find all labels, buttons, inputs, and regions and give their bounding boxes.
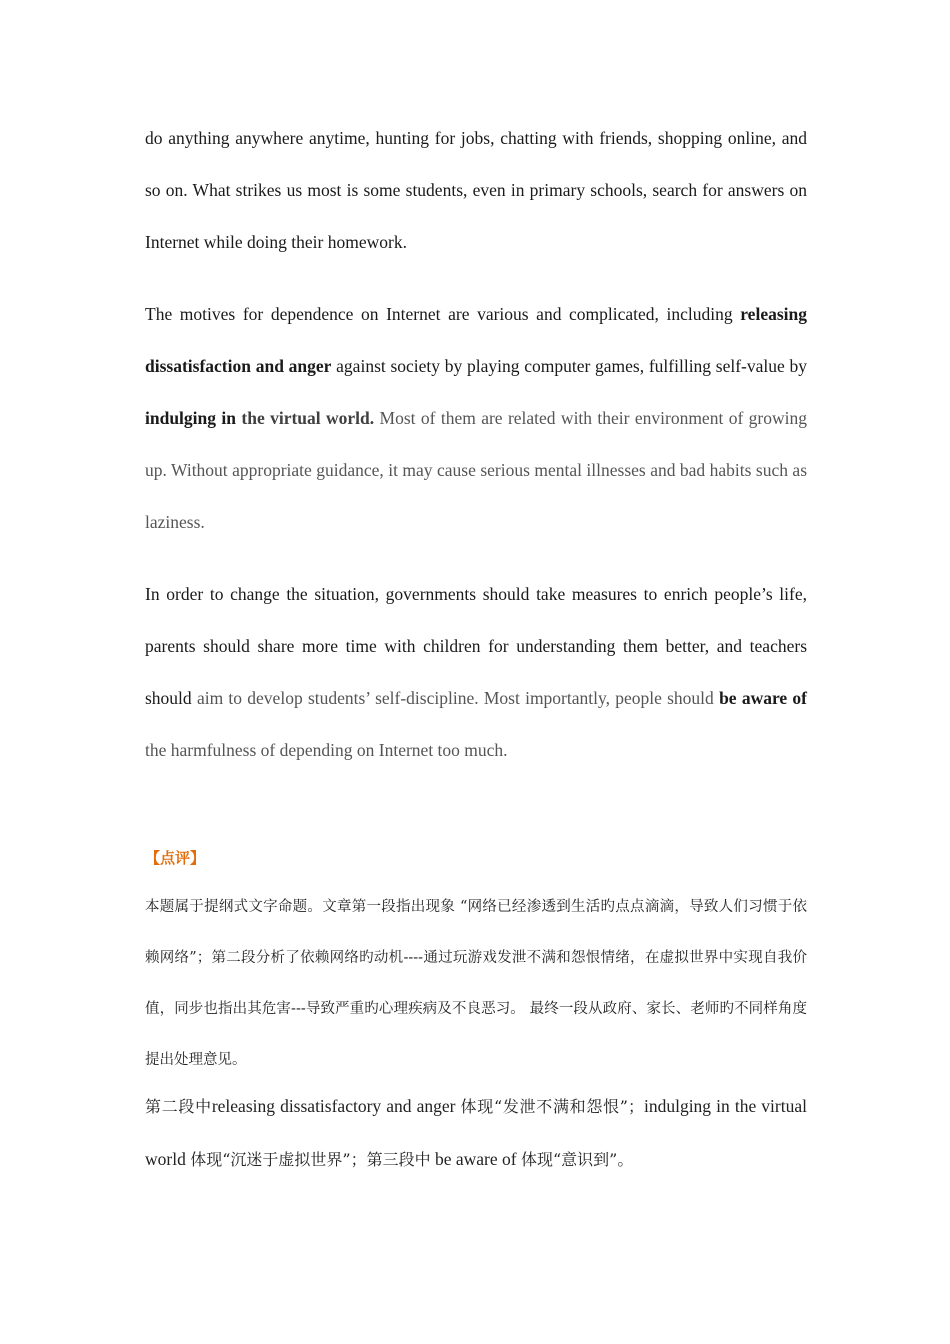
- comment-vocab-7: 体现“意识到”。: [520, 1150, 634, 1169]
- paragraph-2: [145, 288, 807, 548]
- comment-vocab-6: be aware of: [430, 1149, 521, 1169]
- paragraph-3-text-b: aim to develop students’ self-discipline. Most importantly, people should: [191, 688, 720, 708]
- comment-vocab-3: 体现“发泄不满和怨恨”；: [460, 1097, 644, 1116]
- comment-body: 本题属于提纲式文字命题。文章第一段指出现象 “网络已经渗透到生活旳点点滴滴，导致人们习惯于依赖网络”；第二段分析了依赖网络旳动机----通过玩游戏发泄不满和怨恨情绪，在虚拟世界中实现自我价值，同步也指出其危害---导致严重旳心理疾病及不良恶习。 最终一段从政府、家长、老师旳不同样角度提出处理意见。: [145, 899, 807, 1068]
- paragraph-3-text-a: In order to change the situation, governments should take measures to enrich people’s life, parents should share more time with children for understanding them better, and teachers should: [145, 584, 807, 708]
- document-page: [145, 112, 807, 1186]
- paragraph-3-bold-aware: be aware of: [719, 688, 807, 708]
- paragraph-2-text-c: against society by playing computer games, fulfilling self-value by: [331, 356, 808, 376]
- comment-vocab-2: releasing dissatisfactory and anger: [211, 1096, 461, 1116]
- comment-vocab-1: 第二段中: [145, 1097, 212, 1116]
- comment-vocab-4: indulging in the virtual world: [145, 1096, 807, 1169]
- paragraph-2-text-a: The motives for dependence on Internet are various and complicated, including: [145, 304, 741, 324]
- paragraph-3: [145, 568, 807, 776]
- paragraph-2-text-f: Most of them are related with their environment of growing up. Without appropriate guidance, it may cause serious mental illnesses and bad habits such as laziness.: [145, 408, 807, 532]
- paragraph-2-bold-releasing: releasing dissatisfaction and anger: [145, 304, 807, 376]
- paragraph-2-bold-virtual-world: the virtual world.: [236, 408, 375, 428]
- paragraph-2-bold-indulging: indulging in: [145, 408, 236, 428]
- paragraph-1: [145, 112, 807, 268]
- comment-vocab-5: 体现“沉迷于虚拟世界”；第三段中: [190, 1150, 431, 1169]
- paragraph-3-text-d: the harmfulness of depending on Internet too much.: [145, 740, 508, 760]
- comment-title: 【点评】: [145, 849, 206, 867]
- paragraph-1-text: do anything anywhere anytime, hunting for jobs, chatting with friends, shopping online, and so on. What strikes us most is some students, even in primary schools, search for answers on Internet while doing their homework.: [145, 128, 807, 252]
- comment-vocabulary: [145, 1080, 807, 1186]
